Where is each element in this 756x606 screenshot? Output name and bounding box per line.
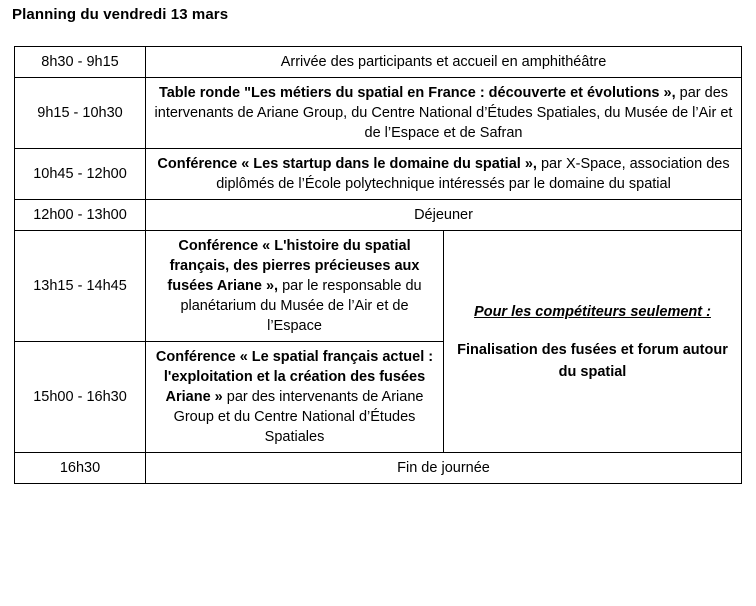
table-row [15,78,742,149]
schedule-table-container [0,24,756,484]
row-time: 9h15 - 10h30 [15,78,146,149]
row-time: 8h30 - 9h15 [15,47,146,78]
row-description [146,231,444,342]
row-time: 12h00 - 13h00 [15,200,146,231]
page-title: Planning du vendredi 13 mars [12,6,229,23]
table-row [15,200,742,231]
row-description: Arrivée des participants et accueil en amphithéâtre [146,47,742,78]
schedule-table [14,46,742,484]
competitors-cell [444,231,742,453]
row-time: 15h00 - 16h30 [15,342,146,453]
row-description: Fin de journée [146,453,742,484]
row-description [146,149,742,200]
row-description-bold: Conférence « Les startup dans le domaine du spatial », [157,156,537,172]
row-description: Déjeuner [146,200,742,231]
row-description [146,342,444,453]
table-row [15,149,742,200]
table-row [15,453,742,484]
row-description-rest: par des intervenants de Ariane Group, du Centre National d’Études Spatiales, du Musée de l’Air et de l’Espace et de Safran [154,85,733,141]
row-time: 13h15 - 14h45 [15,231,146,342]
row-description [146,78,742,149]
table-row [15,231,742,342]
row-description-rest: par X-Space, association des diplômés de l’École polytechnique intéressés par le domaine du spatial [216,156,730,192]
competitors-heading: Pour les compétiteurs seulement : [474,303,711,320]
row-description-rest: par le responsable du planétarium du Musée de l’Air et de l’Espace [180,278,422,334]
competitors-body: Finalisation des fusées et forum autour du spatial [457,341,728,380]
row-description-rest: par des intervenants de Ariane Group et du Centre National d’Études Spatiales [173,389,424,445]
row-description-bold: Table ronde "Les métiers du spatial en France : découverte et évolutions », [158,85,676,101]
row-description-bold: Conférence « Le spatial français actuel : l'exploitation et la création des fusées Ariane » [155,349,434,405]
row-time: 10h45 - 12h00 [15,149,146,200]
table-row [15,47,742,78]
row-time: 16h30 [15,453,146,484]
row-description-bold: Conférence « L'histoire du spatial français, des pierres précieuses aux fusées Ariane », [167,238,420,294]
